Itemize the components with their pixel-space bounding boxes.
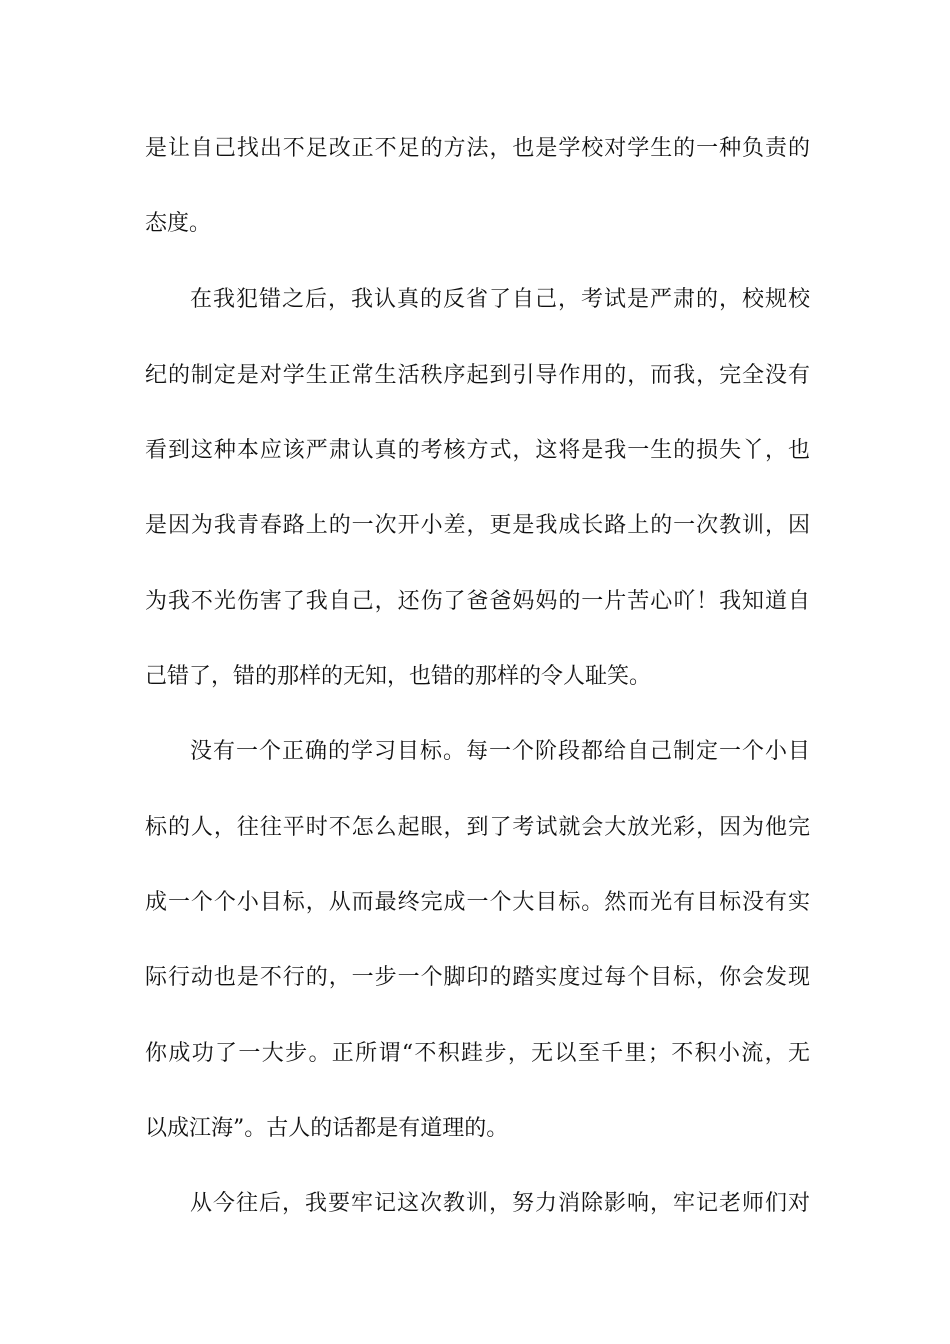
text-line: 以成江海”。古人的话都是有道理的。 [145, 1116, 509, 1141]
text-line: 态度。 [145, 211, 212, 236]
text-line: 己错了，错的那样的无知，也错的那样的令人耻笑。 [145, 664, 652, 689]
text-line: 你成功了一大步。正所谓“不积跬步，无以至千里；不积小流，无 [145, 1041, 810, 1066]
paragraph-first-line: 在我犯错之后，我认真的反省了自己，考试是严肃的，校规校 [190, 287, 810, 312]
paragraph-first-line: 没有一个正确的学习目标。每一个阶段都给自己制定一个小目 [190, 739, 810, 764]
text-line: 看到这种本应该严肃认真的考核方式，这将是我一生的损失丫，也 [145, 438, 810, 463]
text-line: 为我不光伤害了我自己，还伤了爸爸妈妈的一片苦心吖！我知道自 [145, 589, 810, 614]
paragraph-first-line: 从今往后，我要牢记这次教训，努力消除影响，牢记老师们对 [190, 1191, 810, 1216]
text-line: 纪的制定是对学生正常生活秩序起到引导作用的，而我，完全没有 [145, 363, 810, 388]
text-line: 成一个个小目标，从而最终完成一个大目标。然而光有目标没有实 [145, 890, 810, 915]
text-line: 际行动也是不行的，一步一个脚印的踏实度过每个目标，你会发现 [145, 965, 810, 990]
text-line: 是因为我青春路上的一次开小差，更是我成长路上的一次教训，因 [145, 513, 810, 538]
text-line: 标的人，往往平时不怎么起眼，到了考试就会大放光彩，因为他完 [145, 815, 810, 840]
text-line: 是让自己找出不足改正不足的方法，也是学校对学生的一种负责的 [145, 136, 810, 161]
